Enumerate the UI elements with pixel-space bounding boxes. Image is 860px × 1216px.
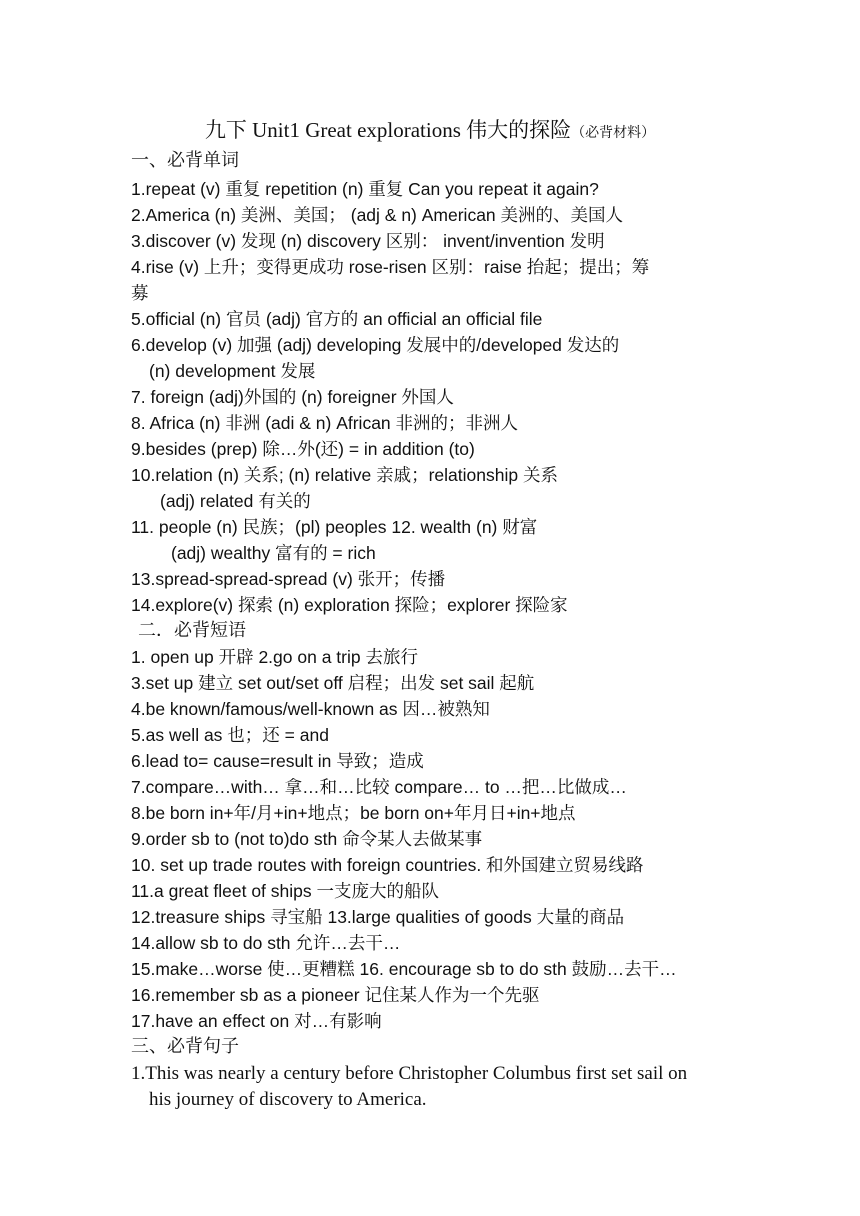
- word-item-continuation: (adj) wealthy 富有的 = rich: [171, 543, 376, 563]
- phrase-item: 9.order sb to (not to)do sth 命令某人去做某事: [131, 829, 483, 849]
- section-heading-sentences: 三、必背句子: [131, 1036, 239, 1057]
- word-item: 4.rise (v) 上升；变得更成功 rose-risen 区别：raise 抬起；提出；筹: [131, 257, 650, 277]
- word-item: 2.America (n) 美洲、美国； (adj & n) American 美洲的、美国人: [131, 205, 624, 225]
- phrase-item: 16.remember sb as a pioneer 记住某人作为一个先驱: [131, 985, 540, 1005]
- word-item: 8. Africa (n) 非洲 (adi & n) African 非洲的；非洲人: [131, 413, 519, 433]
- title-main: 九下 Unit1 Great explorations 伟大的探险: [204, 118, 572, 142]
- word-item: 3.discover (v) 发现 (n) discovery 区别： invent/invention 发明: [131, 231, 605, 251]
- phrase-item: 17.have an effect on 对…有影响: [131, 1011, 382, 1031]
- phrase-item: 15.make…worse 使…更糟糕 16. encourage sb to do sth 鼓励…去干…: [131, 959, 677, 979]
- phrase-item: 6.lead to= cause=result in 导致；造成: [131, 751, 424, 771]
- sentence-item-continuation: his journey of discovery to America.: [149, 1089, 427, 1110]
- phrase-item: 11.a great fleet of ships 一支庞大的船队: [131, 881, 439, 901]
- word-item-continuation: (adj) related 有关的: [160, 491, 311, 511]
- sentence-item: 1.This was nearly a century before Christopher Columbus first set sail on: [131, 1063, 688, 1084]
- phrase-item: 7.compare…with… 拿…和…比较 compare… to …把…比做成…: [131, 777, 627, 797]
- word-item: 11. people (n) 民族；(pl) peoples 12. wealth (n) 财富: [131, 517, 538, 537]
- word-item: 10.relation (n) 关系; (n) relative 亲戚；relationship 关系: [131, 465, 558, 485]
- phrase-item: 3.set up 建立 set out/set off 启程；出发 set sail 起航: [131, 673, 535, 693]
- phrase-item: 12.treasure ships 寻宝船 13.large qualities of goods 大量的商品: [131, 907, 625, 927]
- section-heading-words: 一、必背单词: [131, 150, 239, 171]
- title-subtitle: （必背材料）: [571, 126, 656, 141]
- word-item-continuation: 募: [131, 283, 149, 303]
- phrase-item: 10. set up trade routes with foreign countries. 和外国建立贸易线路: [131, 855, 644, 875]
- phrase-item: 5.as well as 也；还 = and: [131, 725, 329, 745]
- section-heading-phrases: 二．必背短语: [138, 620, 246, 641]
- word-item: 9.besides (prep) 除…外(还) = in addition (to): [131, 439, 475, 459]
- word-item-continuation: (n) development 发展: [149, 361, 316, 381]
- word-item: 5.official (n) 官员 (adj) 官方的 an official an official file: [131, 309, 543, 329]
- phrase-item: 1. open up 开辟 2.go on a trip 去旅行: [131, 647, 418, 667]
- word-item: 1.repeat (v) 重复 repetition (n) 重复 Can you repeat it again?: [131, 179, 599, 199]
- word-item: 13.spread-spread-spread (v) 张开；传播: [131, 569, 446, 589]
- phrase-item: 4.be known/famous/well-known as 因…被熟知: [131, 699, 490, 719]
- word-item: 7. foreign (adj)外国的 (n) foreigner 外国人: [131, 387, 454, 407]
- word-item: 14.explore(v) 探索 (n) exploration 探险；explorer 探险家: [131, 595, 568, 615]
- page-title: [0, 114, 860, 144]
- word-item: 6.develop (v) 加强 (adj) developing 发展中的/developed 发达的: [131, 335, 620, 355]
- phrase-item: 8.be born in+年/月+in+地点；be born on+年月日+in+地点: [131, 803, 576, 823]
- phrase-item: 14.allow sb to do sth 允许…去干…: [131, 933, 401, 953]
